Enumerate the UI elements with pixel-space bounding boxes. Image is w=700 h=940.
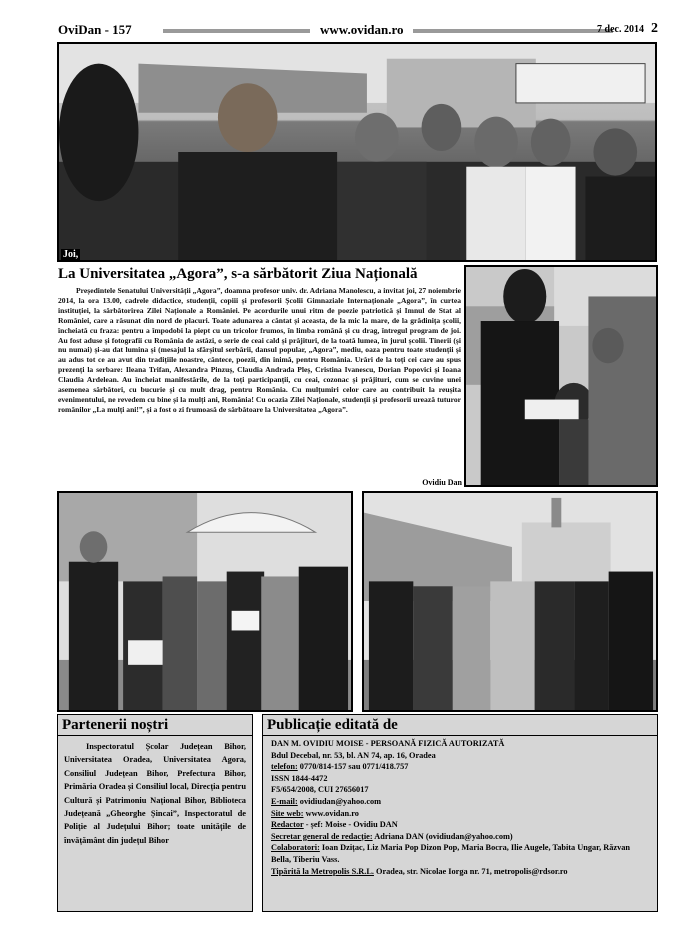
publication-line: Tipărită la Metropolis S.R.L. Oradea, str. Nicolae Iorga nr. 71, metropolis@rdsor.ro	[271, 866, 568, 876]
publication-details	[263, 736, 657, 877]
photo-tag: Joi,	[63, 249, 79, 260]
right-photo-scene	[466, 267, 656, 485]
top-photo	[57, 42, 657, 262]
article-body: Președintele Senatului Universității „Agora”, doamna profesor univ. dr. Adriana Manolescu, a invitat joi, 27 noiembrie 2014, la ora 13.00, cadrele didactice, studenții, copiii și profesorii Școlii Gimnaziale Internaționale „Agora”, în curtea instituției, la sărbătorirea Zilei Naționale a României. Pe acordurile unui ritm de poezie patriotică și Imnul de Stat al României, care a răsunat din nord de placuri. Toate adunarea a cântat și aceasta, de la mic la mare, de la grădinița școlii, încheiată cu fraza: pentru a împodobi la piept cu un tricolor frumos, în limba română și cu drag, întregul program de joi. Au fost aduse și fotografii cu România de astăzi, o serie de ceai cald și prăjituri, de la toată lumea, în jurul școlii. Tinerii (și nu numai) și-au dat lumina și (mesajul la sfârșitul serbării, dansul popular, „Agora”, mediu, oaza pentru toate studenții și au adus tot ce au avut din tradițiile noastre, cântece, poezii, din inimă, pentru România. Urări de la toți cei care au spus prezenți la serbare: Ileana Trifan, Alexandra Pinzuș, Claudia Andrada Pleș, Cristina Ivanescu, Dorian Popovici și Ioana Claudia Ardelean. Au încheiat manifestările, de la toți participanții, cu ceai, cozonac și prăjituri, cum se cuvine unei asemenea sărbători, cu bucurie și cu mult drag, pentru România. Cu mulțumiri celor care au contribuit la reușita evenimentului, ne revedem cu bine și la mulți ani, România! Cu ocazia Zilei Naționale, studenții și profesorii urează tuturor românilor „La mulți ani!”, și a fost o zi frumoasă de sărbătoare la Universitatea „Agora”.	[58, 286, 461, 414]
bottom-left-photo	[57, 491, 353, 712]
partners-text: Inspectoratul Școlar Județean Bihor, Universitatea Oradea, Universitatea Agora, Consiliul Județean Bihor, Prefectura Bihor, Primăria Oradea și Consiliul local, Direcția pentru Cultură și Patrimoniu Național Bihor, Biblioteca Județeană „Gheorghe Șincai”, Inspectoratul de Poliție al Județului Bihor; toate unitățile de învățământ din județul Bihor	[64, 742, 246, 845]
publication-line: telefon: 0770/814-157 sau 0771/418.757	[271, 762, 409, 772]
publication-email[interactable]: E-mail: ovidiudan@yahoo.com	[271, 796, 382, 806]
bottom-left-photo-scene	[59, 493, 351, 710]
page-header	[58, 22, 658, 40]
publication-line: Colaboratori: Ioan Dzițac, Liz Maria Pop Dizon Pop, Maria Bocra, Ilie Augele, Tabita Ungar, Răzvan Bella, Tiberiu Vass.	[271, 843, 630, 864]
top-photo-scene	[59, 44, 655, 260]
bottom-right-photo-scene	[364, 493, 656, 710]
publication-title: Publicație editată de	[263, 715, 657, 736]
website[interactable]: www.ovidan.ro	[320, 22, 404, 37]
right-photo	[464, 265, 658, 487]
header-rule-left	[163, 29, 310, 33]
publication-line: DAN M. OVIDIU MOISE - PERSOANĂ FIZICĂ AUTORIZATĂ	[271, 739, 505, 748]
publication-line: Redactor - șef: Moise - Ovidiu DAN	[271, 820, 398, 830]
partners-box	[57, 714, 253, 912]
article-headline: La Universitatea „Agora”, s-a sărbătorit Ziua Națională	[58, 266, 418, 282]
bottom-right-photo	[362, 491, 658, 712]
header-rule-right	[413, 29, 613, 33]
publication-line: F5/654/2008, CUI 27656017	[271, 785, 369, 795]
publication-line: ISSN 1844-4472	[271, 773, 328, 783]
issue-date: 7 dec. 2014	[597, 24, 644, 35]
publication-line: Secretar general de redacție: Adriana DAN (ovidiudan@yahoo.com)	[271, 831, 513, 841]
partners-title: Partenerii noștri	[58, 715, 252, 736]
publication-box	[262, 714, 658, 912]
article-author: Ovidiu Dan	[422, 478, 462, 487]
page-number: 2	[651, 21, 658, 36]
publication-website[interactable]: Site web: www.ovidan.ro	[271, 808, 359, 818]
publication-name: OviDan - 157	[58, 22, 132, 37]
publication-line: Bdul Decebal, nr. 53, bl. AN 74, ap. 16, Oradea	[271, 750, 436, 760]
